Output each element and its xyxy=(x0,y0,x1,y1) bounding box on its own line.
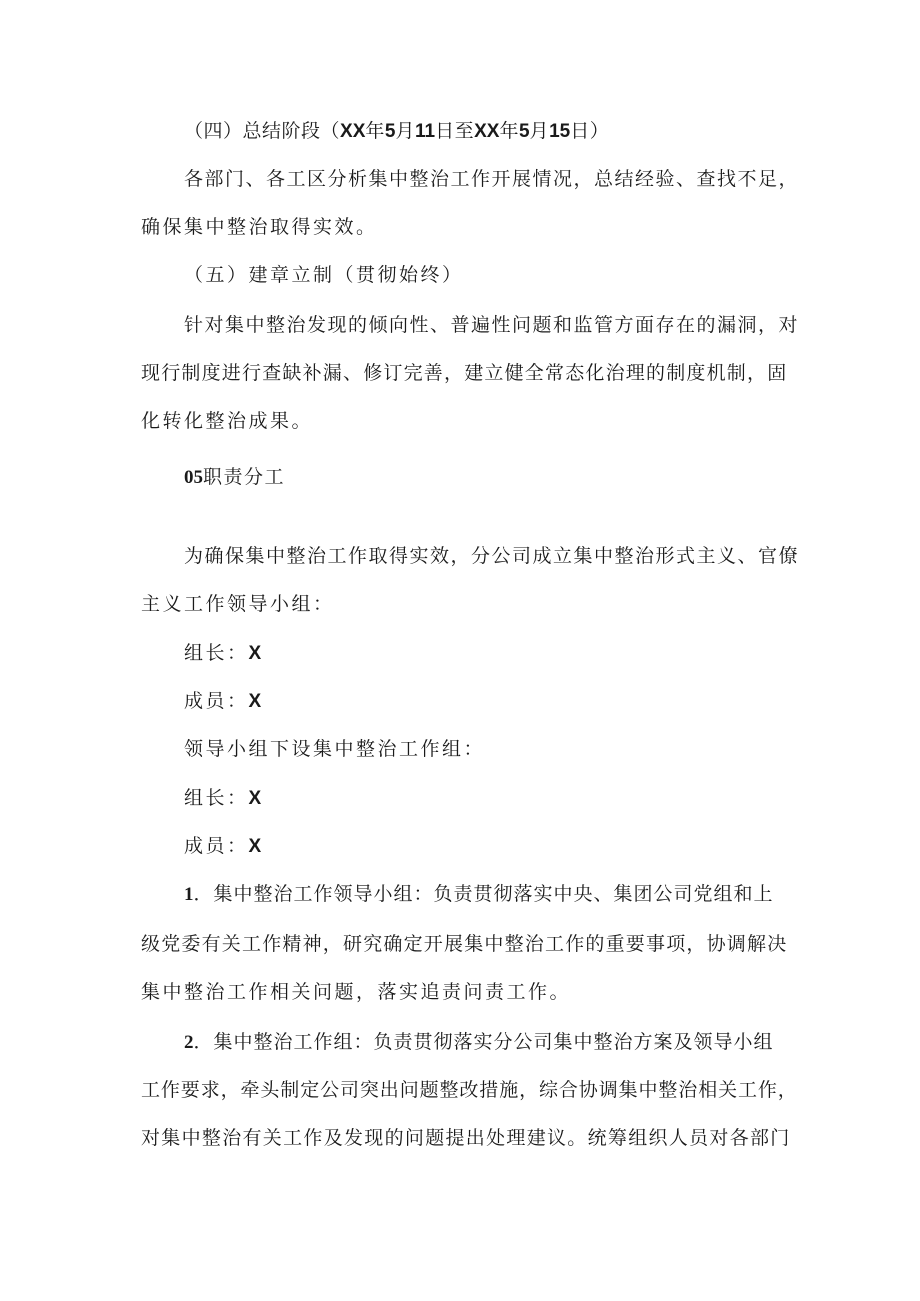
section-heading-05 xyxy=(184,465,285,490)
section-title: 职责分工 xyxy=(203,466,286,488)
section4-xx1: XX xyxy=(340,121,366,142)
section5-heading: （五）建章立制（贯彻始终） xyxy=(184,264,464,286)
section4-suffix: 日） xyxy=(570,120,610,142)
member-row xyxy=(184,689,261,714)
intro-line: 为确保集中整治工作取得实效，分公司成立集中整治形式主义、官僚 xyxy=(184,545,800,567)
work-leader-row xyxy=(184,786,261,811)
member-label: 成员： xyxy=(184,690,249,712)
section5-para-line: 现行制度进行查缺补漏、修订完善，建立健全常态化治理的制度机制，固 xyxy=(141,362,788,384)
leader-label: 组长： xyxy=(184,642,249,664)
item1-line: 集中整治工作相关问题，落实追责问责工作。 xyxy=(141,981,572,1003)
item1-text: ．集中整治工作领导小组：负责贯彻落实中央、集团公司党组和上 xyxy=(193,883,774,905)
section4-yr2: 年 xyxy=(499,120,519,142)
section4-d1: 11 xyxy=(414,121,436,142)
work-leader-value: X xyxy=(248,788,262,809)
section4-m2: 5 xyxy=(518,121,530,142)
section4-para-line: 确保集中整治取得实效。 xyxy=(141,216,378,238)
intro-line: 主义工作领导小组： xyxy=(141,593,335,615)
section4-heading xyxy=(184,119,609,144)
leader-row xyxy=(184,641,261,666)
work-member-row xyxy=(184,834,261,859)
item2-line: 工作要求，牵头制定公司突出问题整改措施，综合协调集中整治相关工作， xyxy=(141,1079,798,1101)
member-value: X xyxy=(248,691,262,712)
section4-para-line: 各部门、各工区分析集中整治工作开展情况，总结经验、查找不足， xyxy=(184,168,800,190)
section4-prefix: （四）总结阶段（ xyxy=(184,120,341,142)
section4-mo1: 月 xyxy=(395,120,415,142)
item2-text: ．集中整治工作组：负责贯彻落实分公司集中整治方案及领导小组 xyxy=(193,1031,774,1053)
section4-mo2: 月 xyxy=(529,120,550,142)
item2-line: 对集中整治有关工作及发现的问题提出处理建议。统筹组织人员对各部门 xyxy=(141,1127,791,1149)
item1-line: 级党委有关工作精神，研究确定开展集中整治工作的重要事项，协调解决 xyxy=(141,933,788,955)
leader-value: X xyxy=(248,643,262,664)
work-member-label: 成员： xyxy=(184,835,249,857)
item1-number: 1 xyxy=(184,884,194,905)
work-group-title: 领导小组下设集中整治工作组： xyxy=(184,738,486,760)
section5-para-line: 化转化整治成果。 xyxy=(141,410,314,432)
item2-number: 2 xyxy=(184,1032,194,1053)
section5-para-line: 针对集中整治发现的倾向性、普遍性问题和监管方面存在的漏洞，对 xyxy=(184,314,800,336)
section4-yr1: 年 xyxy=(365,120,385,142)
section4-zhi: 日至 xyxy=(435,120,475,142)
item2-first-line xyxy=(184,1030,774,1055)
section-number: 05 xyxy=(184,467,203,488)
section4-m1: 5 xyxy=(384,121,396,142)
work-leader-label: 组长： xyxy=(184,787,249,809)
section4-d2: 15 xyxy=(549,121,571,142)
item1-first-line xyxy=(184,882,774,907)
work-member-value: X xyxy=(248,836,262,857)
section4-xx2: XX xyxy=(474,121,500,142)
